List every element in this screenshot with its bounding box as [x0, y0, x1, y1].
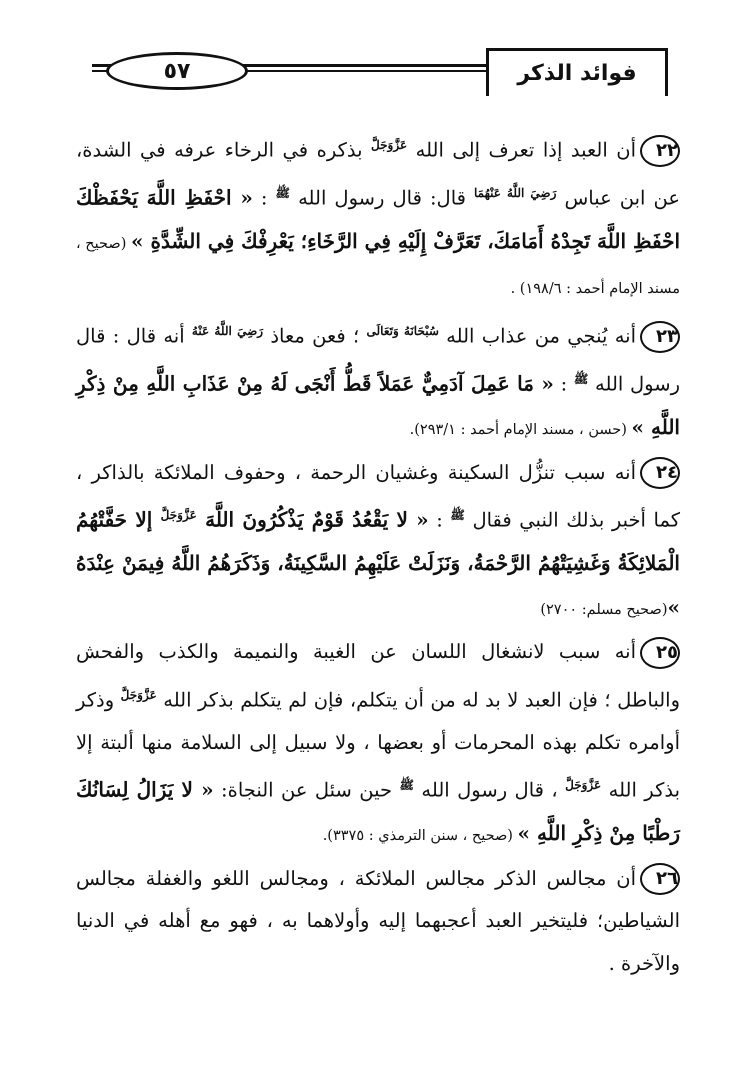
point-23: ٢٣أنه يُنجي من عذاب الله $^{سُبْحَانَهُ وَتَعَالَى}$ ؛ فعن معاذ $^{رَضِيَ اللَّهُ عَنْهُ}$ أنه قال : قال رسول الله $^ﷺ$ : « مَا عَمِلَ آدَمِيٌّ عَمَلاً قَطُّ أَنْجَى لَهُ مِنْ عَذَابِ اللَّهِ مِنْ ذِكْرِ اللَّهِ » (حسن ، مسند الإمام أحمد : ٢٩٣/١). [76, 310, 680, 452]
point-26 [76, 858, 680, 986]
honorific: ﷺ [450, 508, 465, 522]
page-header [92, 48, 668, 106]
point-number: ٢٦ [640, 863, 680, 895]
honorific: ﷺ [399, 778, 415, 792]
honorific: رَضِيَ اللَّهُ عَنْهُ [191, 324, 264, 338]
honorific: سُبْحَانَهُ وَتَعَالَى [366, 324, 439, 338]
point-number: ٢٣ [640, 321, 680, 353]
point-24: ٢٤أنه سبب تنزُّل السكينة وغشيان الرحمة ، وحفوف الملائكة بالذاكر ، كما أخبر بذلك النبي فقال $^ﷺ$ : « لا يَقْعُدُ قَوْمٌ يَذْكُرُونَ اللَّهَ $^{عَزَّوَجَلَّ}$ إلا حَفَّتْهُمُ الْمَلائِكَةُ وَغَشِيَتْهُمُ الرَّحْمَةُ، وَنَزَلَتْ عَلَيْهِمُ السَّكِينَةُ، وَذَكَرَهُمُ اللَّهُ فِيمَنْ عِنْدَهُ »(صحيح مسلم: ٢٧٠٠) [76, 452, 680, 632]
point-22: ٢٢أن العبد إذا تعرف إلى الله $^{عَزَّوَجَلَّ}$ بذكره في الرخاء عرفه في الشدة، عن ابن عباس $^{رَضِيَ اللَّهُ عَنْهُمَا}$ قال: قال رسول الله $^ﷺ$ : « احْفَظِ اللَّهَ يَحْفَظْكَ احْفَظِ اللَّهَ تَجِدْهُ أَمَامَكَ، تَعَرَّفْ إِلَيْهِ فِي الرَّخَاءِ؛ يَعْرِفْكَ فِي الشِّدَّةِ » (صحيح ، مسند الإمام أحمد : ١٩٨/٦) . [76, 124, 680, 310]
point-number: ٢٤ [640, 457, 680, 489]
hadith-source: (صحيح ، مسند الإمام أحمد : ١٩٨/٦) . [76, 236, 680, 297]
honorific: عَزَّوَجَلَّ [160, 508, 197, 522]
hadith-source: (صحيح مسلم: ٢٧٠٠) [540, 601, 668, 618]
honorific: عَزَّوَجَلَّ [371, 138, 408, 152]
running-title: فوائد الذكر [486, 48, 668, 96]
page-body [76, 124, 680, 985]
honorific: رَضِيَ اللَّهُ عَنْهُمَا [474, 186, 557, 200]
point-number: ٢٢ [640, 135, 680, 167]
honorific: ﷺ [573, 372, 589, 386]
hadith-source: (صحيح ، سنن الترمذي : ٣٣٧٥). [322, 828, 518, 844]
paragraph-text: أن مجالس الذكر مجالس الملائكة ، ومجالس اللغو والغفلة مجالس الشياطين؛ فليتخير العبد أعجبهما إليه وأولاهما به ، فهو مع أهله في الدنيا والآخرة . [76, 866, 680, 975]
page-number: ٥٧ [106, 52, 248, 90]
point-25: ٢٥أنه سبب لانشغال اللسان عن الغيبة والنميمة والكذب والفحش والباطل ؛ فإن العبد لا بد له من أن يتكلم، فإن لم يتكلم بذكر الله $^{عَزَّوَجَلَّ}$ وذكر أوامره تكلم بهذه المحرمات أو بعضها ، ولا سبيل إلى السلامة منها ألبتة إلا بذكر الله $^{عَزَّوَجَلَّ}$ ، قال رسول الله $^ﷺ$ حين سئل عن النجاة: « لا يَزَالُ لِسَانُكَ رَطْبًا مِنْ ذِكْرِ اللَّهِ » (صحيح ، سنن الترمذي : ٣٣٧٥). [76, 631, 680, 858]
hadith-text: « مَا عَمِلَ آدَمِيٌّ عَمَلاً قَطُّ أَنْجَى لَهُ مِنْ عَذَابِ اللَّهِ مِنْ ذِكْرِ اللَّهِ » [76, 371, 680, 439]
honorific: عَزَّوَجَلَّ [120, 687, 157, 702]
honorific: عَزَّوَجَلَّ [565, 778, 602, 792]
point-number: ٢٥ [640, 637, 680, 669]
hadith-text: إلا حَفَّتْهُمُ الْمَلائِكَةُ وَغَشِيَتْهُمُ الرَّحْمَةُ، وَنَزَلَتْ عَلَيْهِمُ السَّكِينَةُ، وَذَكَرَهُمُ اللَّهُ فِيمَنْ عِنْدَهُ » [76, 507, 680, 619]
hadith-text: « احْفَظِ اللَّهَ يَحْفَظْكَ احْفَظِ اللَّهَ تَجِدْهُ أَمَامَكَ، تَعَرَّفْ إِلَيْهِ فِي الرَّخَاءِ؛ يَعْرِفْكَ فِي الشِّدَّةِ » [76, 185, 680, 253]
hadith-source: (حسن ، مسند الإمام أحمد : ٢٩٣/١). [409, 422, 632, 438]
honorific: ﷺ [275, 186, 291, 200]
hadith-text: « لا يَقْعُدُ قَوْمٌ يَذْكُرُونَ اللَّهَ [196, 507, 429, 532]
hadith-text: « لا يَزَالُ لِسَانُكَ رَطْبًا مِنْ ذِكْرِ اللَّهِ » [76, 777, 680, 845]
